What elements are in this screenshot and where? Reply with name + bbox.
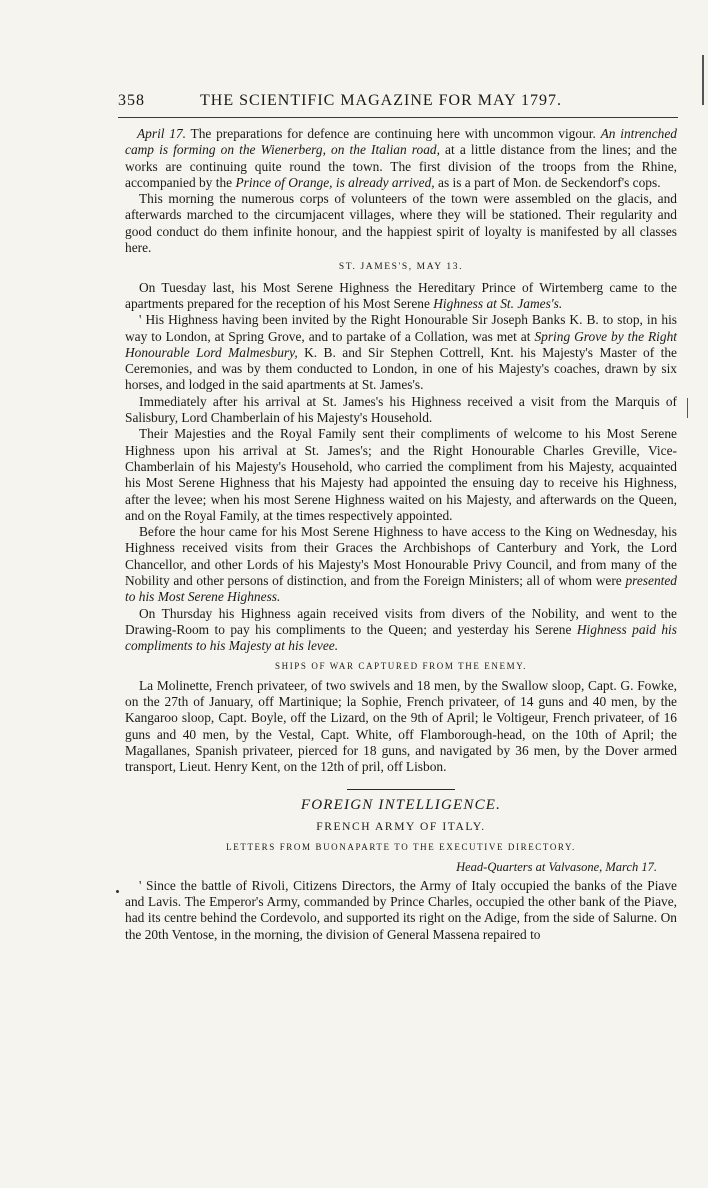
margin-dot [116, 890, 119, 893]
heading-ships: SHIPS OF WAR CAPTURED FROM THE ENEMY. [275, 660, 527, 671]
sub-title: FRENCH ARMY OF ITALY. [316, 820, 486, 833]
paragraph-salisbury: Immediately after his arrival at St. James's his Highness received a visit from the Marquis of Salisbury, Lord Chamberlain of his Majesty's Household. [125, 393, 677, 426]
paragraph-visits: Before the hour came for his Most Serene Highness to have access to the King on Wednesday, his Highness received visits from their Graces the Archbishops of Canterbury and York, the Lord Chancellor, and other Lords of his Majesty's Most Honourable Privy Council, and from many of the Nobility and other persons of distinction, and from the Foreign Ministers; all of whom were presented to his Most Serene Highness. [125, 524, 677, 605]
header-rule [118, 117, 678, 118]
paragraph-spring-grove: ' His Highness having been invited by the Right Honourable Sir Joseph Banks K. B. to stop, in his way to London, at Spring Grove, and to partake of a Collation, was met at Spring Grove by the Right Honourable Lord Malmesbury, K. B. and Sir Stephen Cottrell, Knt. his Majesty's Master of the Ceremonies, and was by them conducted to London, in one of his Majesty's coaches, drawn by six horses, and lodged in the said apartments at St. James's. [125, 312, 678, 393]
paragraph-vienna: April 17. The preparations for defence are continuing here with uncommon vigour. An intrenched camp is forming on the Wienerberg, on the Italian road, at a little distance from the lines; and the works are continuing quite round the town. The first division of the troops from the Rhine, accompanied by the Prince of Orange, is already arrived, as is a part of Mon. de Seckendorf's cops. [125, 126, 677, 190]
paragraph-rivoli: ' Since the battle of Rivoli, Citizens Directors, the Army of Italy occupied the banks of the Piave and Lavis. The Emperor's Army, commanded by Prince Charles, occupied the other bank of the Piave, had its centre behind the Cordevolo, and supported its right on the Adige, from the side of Salurne. On the 20th Ventose, in the morning, the division of General Massena repaired to [125, 877, 677, 942]
margin-mark [687, 398, 688, 418]
paragraph-thursday: On Thursday his Highness again received visits from divers of the Nobility, and went to the Drawing-Room to pay his compliments to the Queen; and yesterday his Serene Highness paid his compliments to his Majesty at his levee. [125, 605, 677, 654]
section-divider [347, 789, 455, 790]
running-header [118, 88, 678, 114]
paragraph-majesties: Their Majesties and the Royal Family sent their compliments of welcome to his Most Serene Highness upon his arrival at St. James's; and the Right Honourable Charles Greville, Vice-Chamberlain of his Majesty's Household, who carried the compliment from his Majesty, acquainted his Most Serene Highness that his Majesty had appointed the ensuing day to receive his Highness, after the levee; when his most Serene Highness waited on his Majesty, and afterwards on the Queen, and on the Royal Family, at the times respectively appointed. [125, 426, 677, 523]
article-body [125, 126, 677, 943]
running-title: THE SCIENTIFIC MAGAZINE FOR MAY 1797. [200, 92, 563, 109]
margin-mark [702, 55, 704, 105]
paragraph-arrival: On Tuesday last, his Most Serene Highness the Hereditary Prince of Wirtemberg came to the apartments prepared for the reception of his Most Serene Highness at St. James's. [125, 279, 677, 311]
dateline: Head-Quarters at Valvasone, March 17. [456, 860, 657, 875]
letters-heading: LETTERS FROM BUONAPARTE TO THE EXECUTIVE DIRECTORY. [226, 842, 576, 853]
section-title: FOREIGN INTELLIGENCE. [300, 796, 502, 813]
heading-st-james: ST. JAMES'S, MAY 13. [338, 262, 464, 273]
paragraph-volunteers: This morning the numerous corps of volunteers of the town were assembled on the glacis, and afterwards marched to the circumjacent villages, where they will be stationed. Their regularity and good conduct do them infinite honour, and the happiest spirit of loyalty is manifested by all classes here. [125, 191, 677, 256]
paragraph-captures: La Molinette, French privateer, of two swivels and 18 men, by the Swallow sloop, Capt. G. Fowke, on the 27th of January, off Martinique; la Sophie, French privateer, of 14 guns and 40 men, by the Kangaroo sloop, Capt. Boyle, off the Lizard, on the 9th of April; le Voltigeur, French privateer, of 16 guns and 40 men, by the Vestal, Capt. White, off Flamborough-head, on the 10th of April; the Magallanes, Spanish privateer, pierced for 18 guns, and navigated by 36 men, by the Dover armed transport, Lieut. Henry Kent, on the 12th of pril, off Lisbon. [125, 677, 677, 775]
page-number: 358 [118, 92, 145, 109]
